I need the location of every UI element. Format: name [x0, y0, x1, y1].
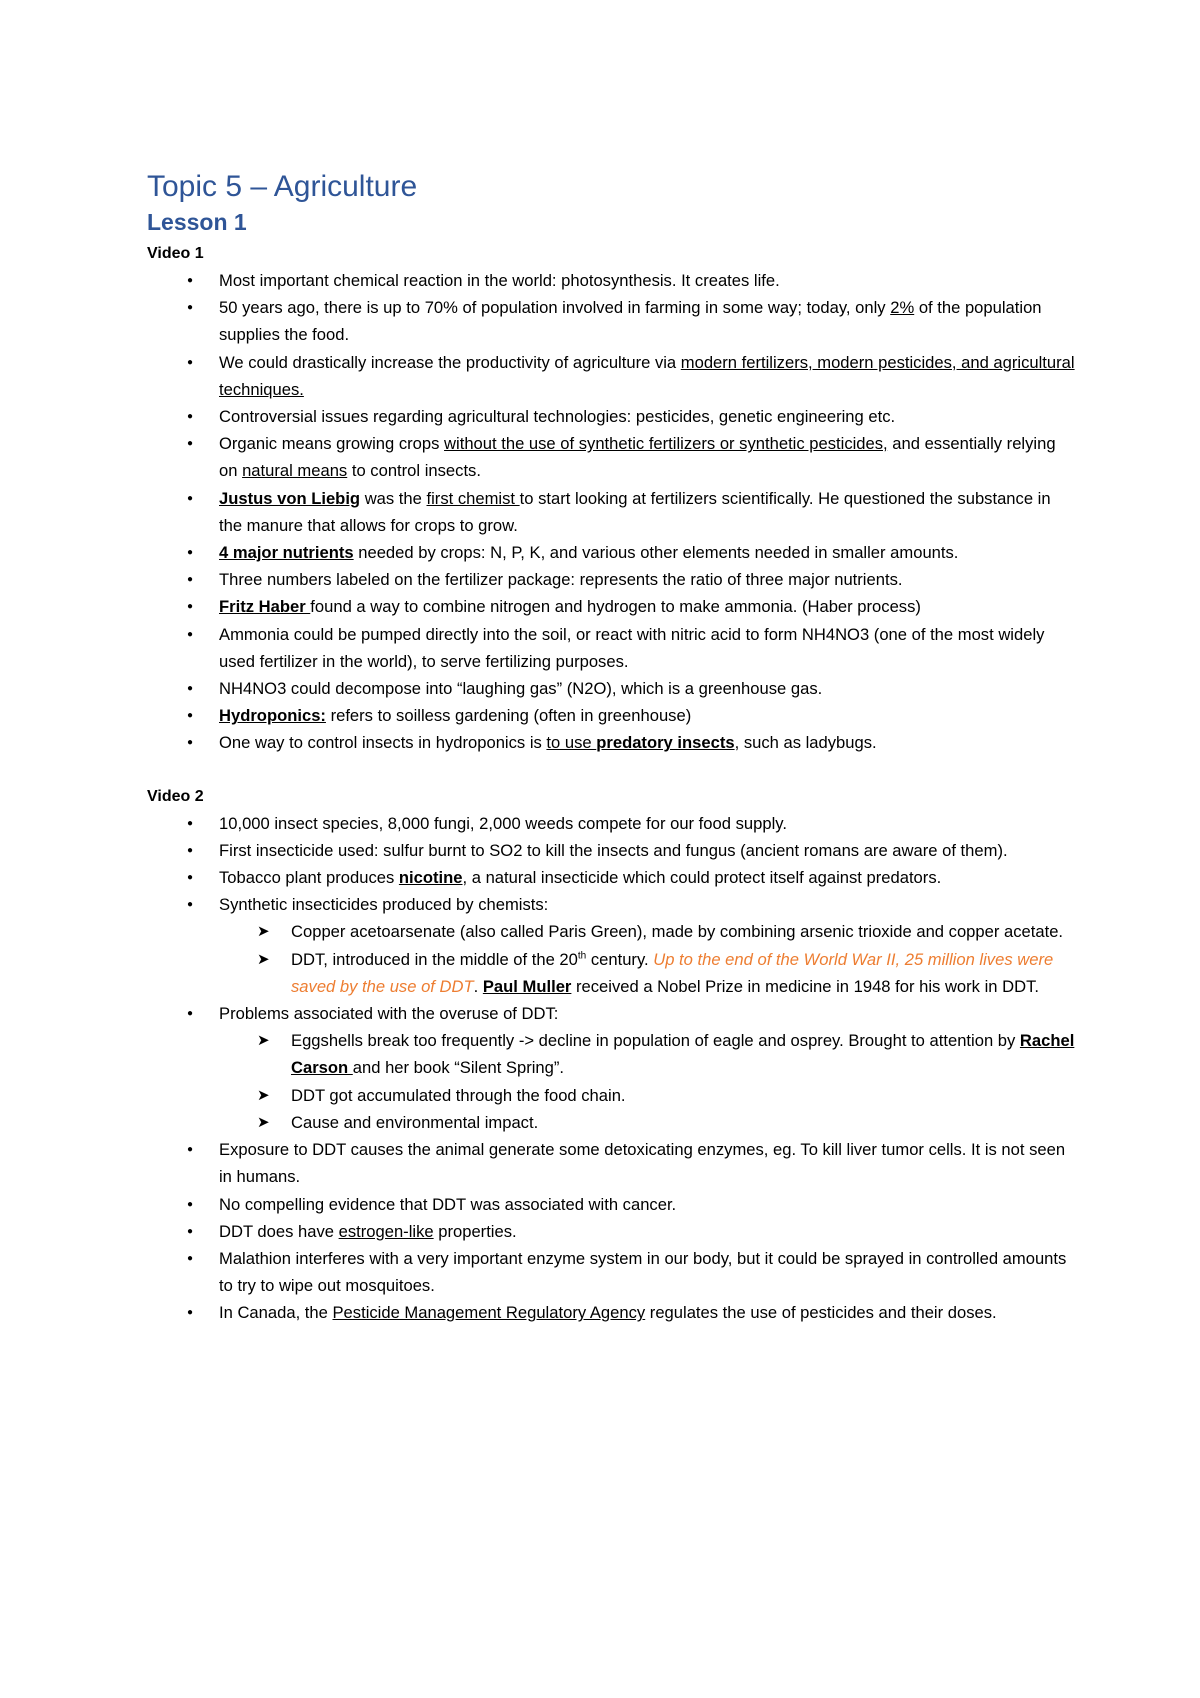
video2-list — [147, 810, 1077, 1327]
list-item: ● 10,000 insect species, 8,000 fungi, 2,000 weeds compete for our food supply. — [147, 810, 1077, 837]
list-item: ● We could drastically increase the productivity of agriculture via modern fertilizers, modern pesticides, and agricultural techniques. — [147, 349, 1077, 403]
lesson-heading: Lesson 1 — [147, 209, 247, 235]
sub-list-item: ➤ Cause and environmental impact. — [219, 1109, 1077, 1136]
list-item: ● No compelling evidence that DDT was associated with cancer. — [147, 1191, 1077, 1218]
list-item: ● One way to control insects in hydroponics is to use predatory insects, such as ladybugs. — [147, 729, 1077, 756]
list-item: ● Problems associated with the overuse of DDT: ➤ Eggshells break too frequently -> decline in population of eagle and osprey. Brought to attention by Rachel Carson and her book “Silent Spring”. ➤ DDT got accumulated through the food chain. ➤ Cause and environmental impact. — [147, 1000, 1077, 1136]
list-item: ● NH4NO3 could decompose into “laughing gas” (N2O), which is a greenhouse gas. — [147, 675, 1077, 702]
ddt-problems-sublist — [219, 1027, 1077, 1136]
list-item: ● Exposure to DDT causes the animal generate some detoxicating enzymes, eg. To kill liver tumor cells. It is not seen in humans. — [147, 1136, 1077, 1190]
list-item: ● Synthetic insecticides produced by chemists: ➤ Copper acetoarsenate (also called Paris Green), made by combining arsenic trioxide and copper acetate. ➤ DDT, introduced in the middle of the 20th century. Up to the end of the World War II, 25 million lives were saved by the use of DDT. Paul Muller received a Nobel Prize in medicine in 1948 for his work in DDT. — [147, 891, 1077, 1000]
list-item: ● Malathion interferes with a very important enzyme system in our body, but it could be sprayed in controlled amounts to try to wipe out mosquitoes. — [147, 1245, 1077, 1299]
list-item: ● In Canada, the Pesticide Management Regulatory Agency regulates the use of pesticides and their doses. — [147, 1299, 1077, 1326]
video1-heading: Video 1 — [147, 245, 204, 262]
list-item: ● First insecticide used: sulfur burnt to SO2 to kill the insects and fungus (ancient romans are aware of them). — [147, 837, 1077, 864]
document-page — [147, 168, 1077, 1327]
sub-list-item: ➤ DDT got accumulated through the food chain. — [219, 1082, 1077, 1109]
document-title: Topic 5 – Agriculture — [147, 170, 418, 203]
list-item: ● Controversial issues regarding agricultural technologies: pesticides, genetic engineering etc. — [147, 403, 1077, 430]
sub-list-item: ➤ Copper acetoarsenate (also called Paris Green), made by combining arsenic trioxide and copper acetate. — [219, 918, 1077, 945]
video1-list — [147, 267, 1077, 757]
arrow-bullet-icon: ➤ — [257, 1032, 270, 1050]
list-item: ● Hydroponics: refers to soilless gardening (often in greenhouse) — [147, 702, 1077, 729]
arrow-bullet-icon: ➤ — [257, 923, 270, 941]
list-item: ● Justus von Liebig was the first chemist to start looking at fertilizers scientifically. He questioned the substance in the manure that allows for crops to grow. — [147, 485, 1077, 539]
synthetic-insecticides-sublist — [219, 918, 1077, 1000]
list-item: ● Three numbers labeled on the fertilizer package: represents the ratio of three major nutrients. — [147, 566, 1077, 593]
sub-list-item: ➤ DDT, introduced in the middle of the 20th century. Up to the end of the World War II, 25 million lives were saved by the use of DDT. Paul Muller received a Nobel Prize in medicine in 1948 for his work in DDT. — [219, 946, 1077, 1000]
sub-list-item: ➤ Eggshells break too frequently -> decline in population of eagle and osprey. Brought to attention by Rachel Carson and her book “Silent Spring”. — [219, 1027, 1077, 1081]
list-item: ● Organic means growing crops without the use of synthetic fertilizers or synthetic pesticides, and essentially relying on natural means to control insects. — [147, 430, 1077, 484]
list-item: ● 50 years ago, there is up to 70% of population involved in farming in some way; today, only 2% of the population supplies the food. — [147, 294, 1077, 348]
list-item: ● DDT does have estrogen-like properties. — [147, 1218, 1077, 1245]
list-item: ● Ammonia could be pumped directly into the soil, or react with nitric acid to form NH4NO3 (one of the most widely used fertilizer in the world), to serve fertilizing purposes. — [147, 621, 1077, 675]
arrow-bullet-icon: ➤ — [257, 1113, 270, 1131]
list-item: ● Most important chemical reaction in the world: photosynthesis. It creates life. — [147, 267, 1077, 294]
list-item: ● 4 major nutrients needed by crops: N, P, K, and various other elements needed in smaller amounts. — [147, 539, 1077, 566]
arrow-bullet-icon: ➤ — [257, 950, 270, 968]
video2-heading: Video 2 — [147, 787, 204, 805]
arrow-bullet-icon: ➤ — [257, 1086, 270, 1104]
list-item: ● Tobacco plant produces nicotine, a natural insecticide which could protect itself against predators. — [147, 864, 1077, 891]
list-item: ● Fritz Haber found a way to combine nitrogen and hydrogen to make ammonia. (Haber process) — [147, 593, 1077, 620]
